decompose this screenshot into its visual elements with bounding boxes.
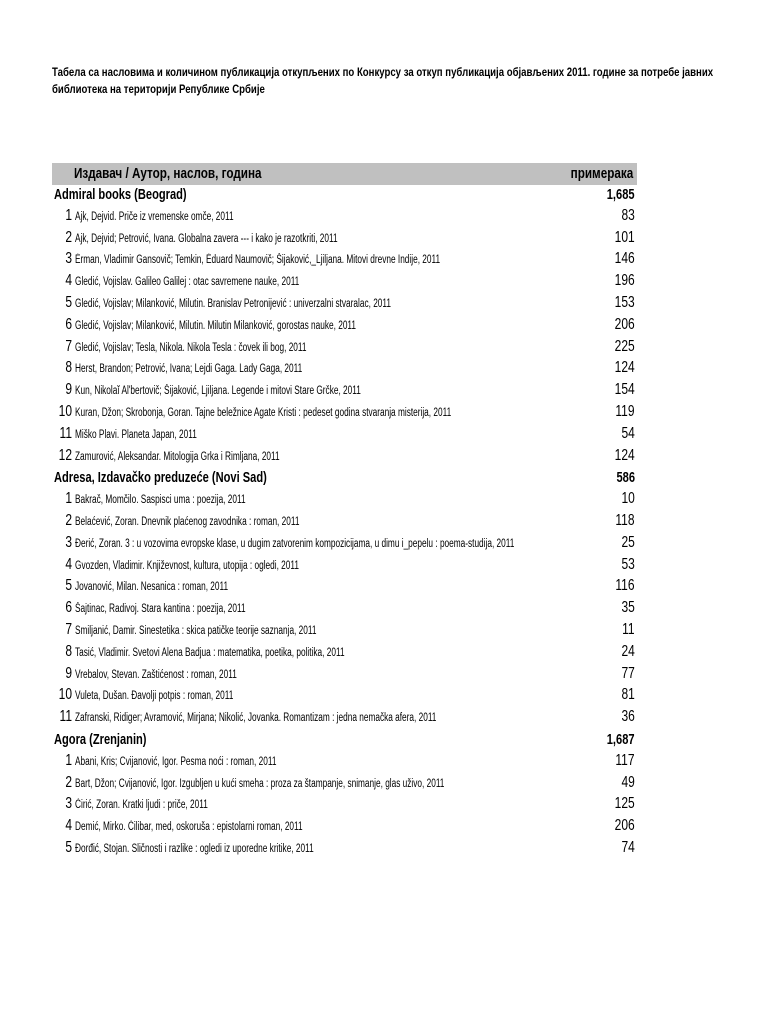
row-copies: 74 bbox=[621, 838, 635, 856]
row-copies: 83 bbox=[621, 206, 635, 224]
table-row bbox=[52, 752, 637, 774]
row-number: 10 bbox=[58, 686, 72, 704]
title-line-2: библиотека на територији Републике Србије bbox=[52, 82, 265, 96]
table-row bbox=[52, 534, 637, 556]
row-copies: 54 bbox=[621, 424, 635, 442]
header-publisher-author-title: Издавач / Аутор, наслов, година bbox=[74, 165, 262, 182]
table-row bbox=[52, 621, 637, 643]
row-copies: 124 bbox=[614, 359, 635, 377]
row-copies: 119 bbox=[615, 402, 635, 420]
row-copies: 53 bbox=[621, 555, 635, 573]
table-row bbox=[52, 490, 637, 512]
row-description: Belaćević, Zoran. Dnevnik plaćenog zavodnika : roman, 2011 bbox=[75, 515, 300, 528]
row-description: Bakrač, Momčilo. Saspisci uma : poezija, 2011 bbox=[75, 494, 246, 507]
row-copies: 116 bbox=[615, 577, 635, 595]
row-copies: 36 bbox=[621, 708, 635, 726]
row-copies: 146 bbox=[614, 250, 635, 268]
row-copies: 101 bbox=[614, 228, 635, 246]
header-copies: примерака bbox=[570, 165, 633, 182]
row-copies: 24 bbox=[621, 642, 635, 660]
row-number: 12 bbox=[58, 446, 72, 464]
row-number: 2 bbox=[65, 511, 72, 529]
publisher-name: Admiral books (Beograd) bbox=[54, 186, 187, 203]
row-number: 4 bbox=[65, 555, 72, 573]
table-row bbox=[52, 686, 637, 708]
table-row bbox=[52, 795, 637, 817]
row-number: 5 bbox=[65, 838, 72, 856]
row-description: Gledić, Vojislav. Galileo Galilej : otac savremene nauke, 2011 bbox=[75, 276, 300, 289]
table-row bbox=[52, 839, 637, 861]
table-row bbox=[52, 708, 637, 730]
row-number: 3 bbox=[65, 795, 72, 813]
row-copies: 35 bbox=[621, 599, 635, 617]
publications-table bbox=[52, 163, 637, 861]
row-copies: 154 bbox=[614, 381, 635, 399]
row-number: 4 bbox=[65, 817, 72, 835]
row-description: Zamurović, Aleksandar. Mitologija Grka i Rimljana, 2011 bbox=[75, 450, 280, 463]
row-copies: 225 bbox=[614, 337, 635, 355]
row-number: 7 bbox=[65, 620, 72, 638]
row-number: 10 bbox=[58, 402, 72, 420]
row-copies: 49 bbox=[621, 773, 635, 791]
table-row bbox=[52, 556, 637, 578]
row-number: 5 bbox=[65, 293, 72, 311]
publisher-row bbox=[52, 730, 637, 752]
table-row bbox=[52, 359, 637, 381]
row-copies: 206 bbox=[614, 817, 635, 835]
row-number: 11 bbox=[59, 424, 72, 442]
row-description: Đerić, Zoran. 3 : u vozovima evropske klase, u dugim zatvorenim kompozicijama, u dimu i_pepelu : poema-studija, 2011 bbox=[75, 537, 515, 550]
table-row bbox=[52, 512, 637, 534]
row-number: 3 bbox=[65, 533, 72, 551]
row-copies: 117 bbox=[615, 751, 635, 769]
row-description: Ćirić, Zoran. Kratki ljudi : priče, 2011 bbox=[75, 799, 208, 812]
row-number: 9 bbox=[65, 381, 72, 399]
table-body bbox=[52, 185, 637, 861]
publisher-name: Adresa, Izdavačko preduzeće (Novi Sad) bbox=[54, 469, 267, 487]
row-description: Gledić, Vojislav; Tesla, Nikola. Nikola Tesla : čovek ili bog, 2011 bbox=[75, 341, 307, 354]
row-description: Demić, Mirko. Ćilibar, med, oskoruša : epistolarni roman, 2011 bbox=[75, 821, 303, 834]
row-copies: 25 bbox=[621, 533, 635, 551]
row-description: Kun, Nikolaĭ Al'bertovič; Šijaković, Ljiljana. Legende i mitovi Stare Grčke, 2011 bbox=[75, 385, 361, 398]
row-description: Gvozden, Vladimir. Književnost, kultura, utopija : ogledi, 2011 bbox=[75, 559, 299, 572]
row-number: 7 bbox=[65, 337, 72, 355]
row-number: 9 bbox=[65, 664, 72, 682]
row-number: 8 bbox=[65, 642, 72, 660]
row-copies: 77 bbox=[621, 664, 635, 682]
table-row bbox=[52, 774, 637, 796]
row-copies: 118 bbox=[615, 511, 635, 529]
row-copies: 124 bbox=[614, 446, 635, 464]
row-description: Ajk, Dejvid. Priče iz vremenske omče, 2011 bbox=[75, 210, 234, 223]
row-description: Gledić, Vojislav; Milanković, Milutin. Milutin Milanković, gorostas nauke, 2011 bbox=[75, 319, 357, 332]
document-title bbox=[52, 64, 714, 98]
publisher-total: 586 bbox=[616, 469, 635, 487]
table-row bbox=[52, 272, 637, 294]
row-description: Tasić, Vladimir. Svetovi Alena Badjua : matematika, poetika, politika, 2011 bbox=[75, 646, 345, 659]
row-number: 8 bbox=[65, 359, 72, 377]
publisher-row bbox=[52, 468, 637, 490]
publisher-total: 1,687 bbox=[607, 730, 635, 748]
row-copies: 81 bbox=[621, 686, 635, 704]
table-row bbox=[52, 250, 637, 272]
row-description: Miško Plavi. Planeta Japan, 2011 bbox=[75, 428, 197, 441]
row-number: 11 bbox=[59, 708, 72, 726]
row-copies: 196 bbox=[614, 272, 635, 290]
table-row bbox=[52, 817, 637, 839]
publisher-row bbox=[52, 185, 637, 207]
row-number: 5 bbox=[65, 577, 72, 595]
row-copies: 153 bbox=[614, 293, 635, 311]
row-number: 2 bbox=[65, 228, 72, 246]
title-line-1: Табела са насловима и количином публикација откупљених по Конкурсу за откуп публикација објављених 2011. године за потребе јавних bbox=[52, 65, 714, 79]
table-row bbox=[52, 643, 637, 665]
row-number: 1 bbox=[65, 490, 72, 508]
table-row bbox=[52, 316, 637, 338]
row-description: Zafranski, Ridiger; Avramović, Mirjana; Nikolić, Jovanka. Romantizam : jedna nemačka afera, 2011 bbox=[75, 712, 437, 725]
row-description: Herst, Brandon; Petrović, Ivana; Lejdi Gaga. Lady Gaga, 2011 bbox=[75, 363, 303, 376]
table-row bbox=[52, 599, 637, 621]
table-row bbox=[52, 577, 637, 599]
row-copies: 125 bbox=[614, 795, 635, 813]
row-description: Šajtinac, Radivoj. Stara kantina : poezija, 2011 bbox=[75, 603, 246, 616]
row-description: Jovanović, Milan. Nesanica : roman, 2011 bbox=[75, 581, 229, 594]
table-row bbox=[52, 229, 637, 251]
row-copies: 206 bbox=[614, 315, 635, 333]
table-row bbox=[52, 425, 637, 447]
row-number: 1 bbox=[65, 206, 72, 224]
row-description: Đorđić, Stojan. Sličnosti i razlike : ogledi iz uporedne kritike, 2011 bbox=[75, 842, 314, 855]
row-number: 1 bbox=[65, 751, 72, 769]
table-row bbox=[52, 447, 637, 469]
row-description: Gledić, Vojislav; Milanković, Milutin. Branislav Petronijević : univerzalni stvaralac, 2011 bbox=[75, 297, 392, 310]
table-row bbox=[52, 338, 637, 360]
row-description: Abani, Kris; Cvijanović, Igor. Pesma noći : roman, 2011 bbox=[75, 755, 277, 768]
row-description: Ėrman, Vladimir Gansovič; Temkin, Ėduard Naumovič; Šijaković,_Ljiljana. Mitovi drevne Indije, 2011 bbox=[75, 254, 441, 267]
row-number: 4 bbox=[65, 272, 72, 290]
publisher-name: Agora (Zrenjanin) bbox=[54, 730, 147, 748]
row-number: 6 bbox=[65, 599, 72, 617]
row-number: 2 bbox=[65, 773, 72, 791]
table-row bbox=[52, 665, 637, 687]
table-header bbox=[52, 163, 637, 185]
table-row bbox=[52, 381, 637, 403]
row-description: Ajk, Dejvid; Petrović, Ivana. Globalna zavera --- i kako je razotkriti, 2011 bbox=[75, 232, 338, 245]
row-description: Bart, Džon; Cvijanović, Igor. Izgubljen u kući smeha : proza za štampanje, snimanje, glas uživo, 2011 bbox=[75, 777, 445, 790]
publisher-total: 1,685 bbox=[607, 186, 635, 203]
row-number: 6 bbox=[65, 315, 72, 333]
table-row bbox=[52, 403, 637, 425]
table-row bbox=[52, 207, 637, 229]
row-copies: 10 bbox=[621, 490, 635, 508]
row-description: Vuleta, Dušan. Đavolji potpis : roman, 2011 bbox=[75, 690, 234, 703]
table-row bbox=[52, 294, 637, 316]
row-number: 3 bbox=[65, 250, 72, 268]
row-description: Vrebalov, Stevan. Zaštićenost : roman, 2011 bbox=[75, 668, 237, 681]
row-copies: 11 bbox=[622, 620, 635, 638]
row-description: Smiljanić, Damir. Sinestetika : skica patičke teorije saznanja, 2011 bbox=[75, 624, 317, 637]
row-description: Kuran, Džon; Skrobonja, Goran. Tajne beležnice Agate Kristi : pedeset godina stvaranja misterija, 2011 bbox=[75, 406, 452, 419]
